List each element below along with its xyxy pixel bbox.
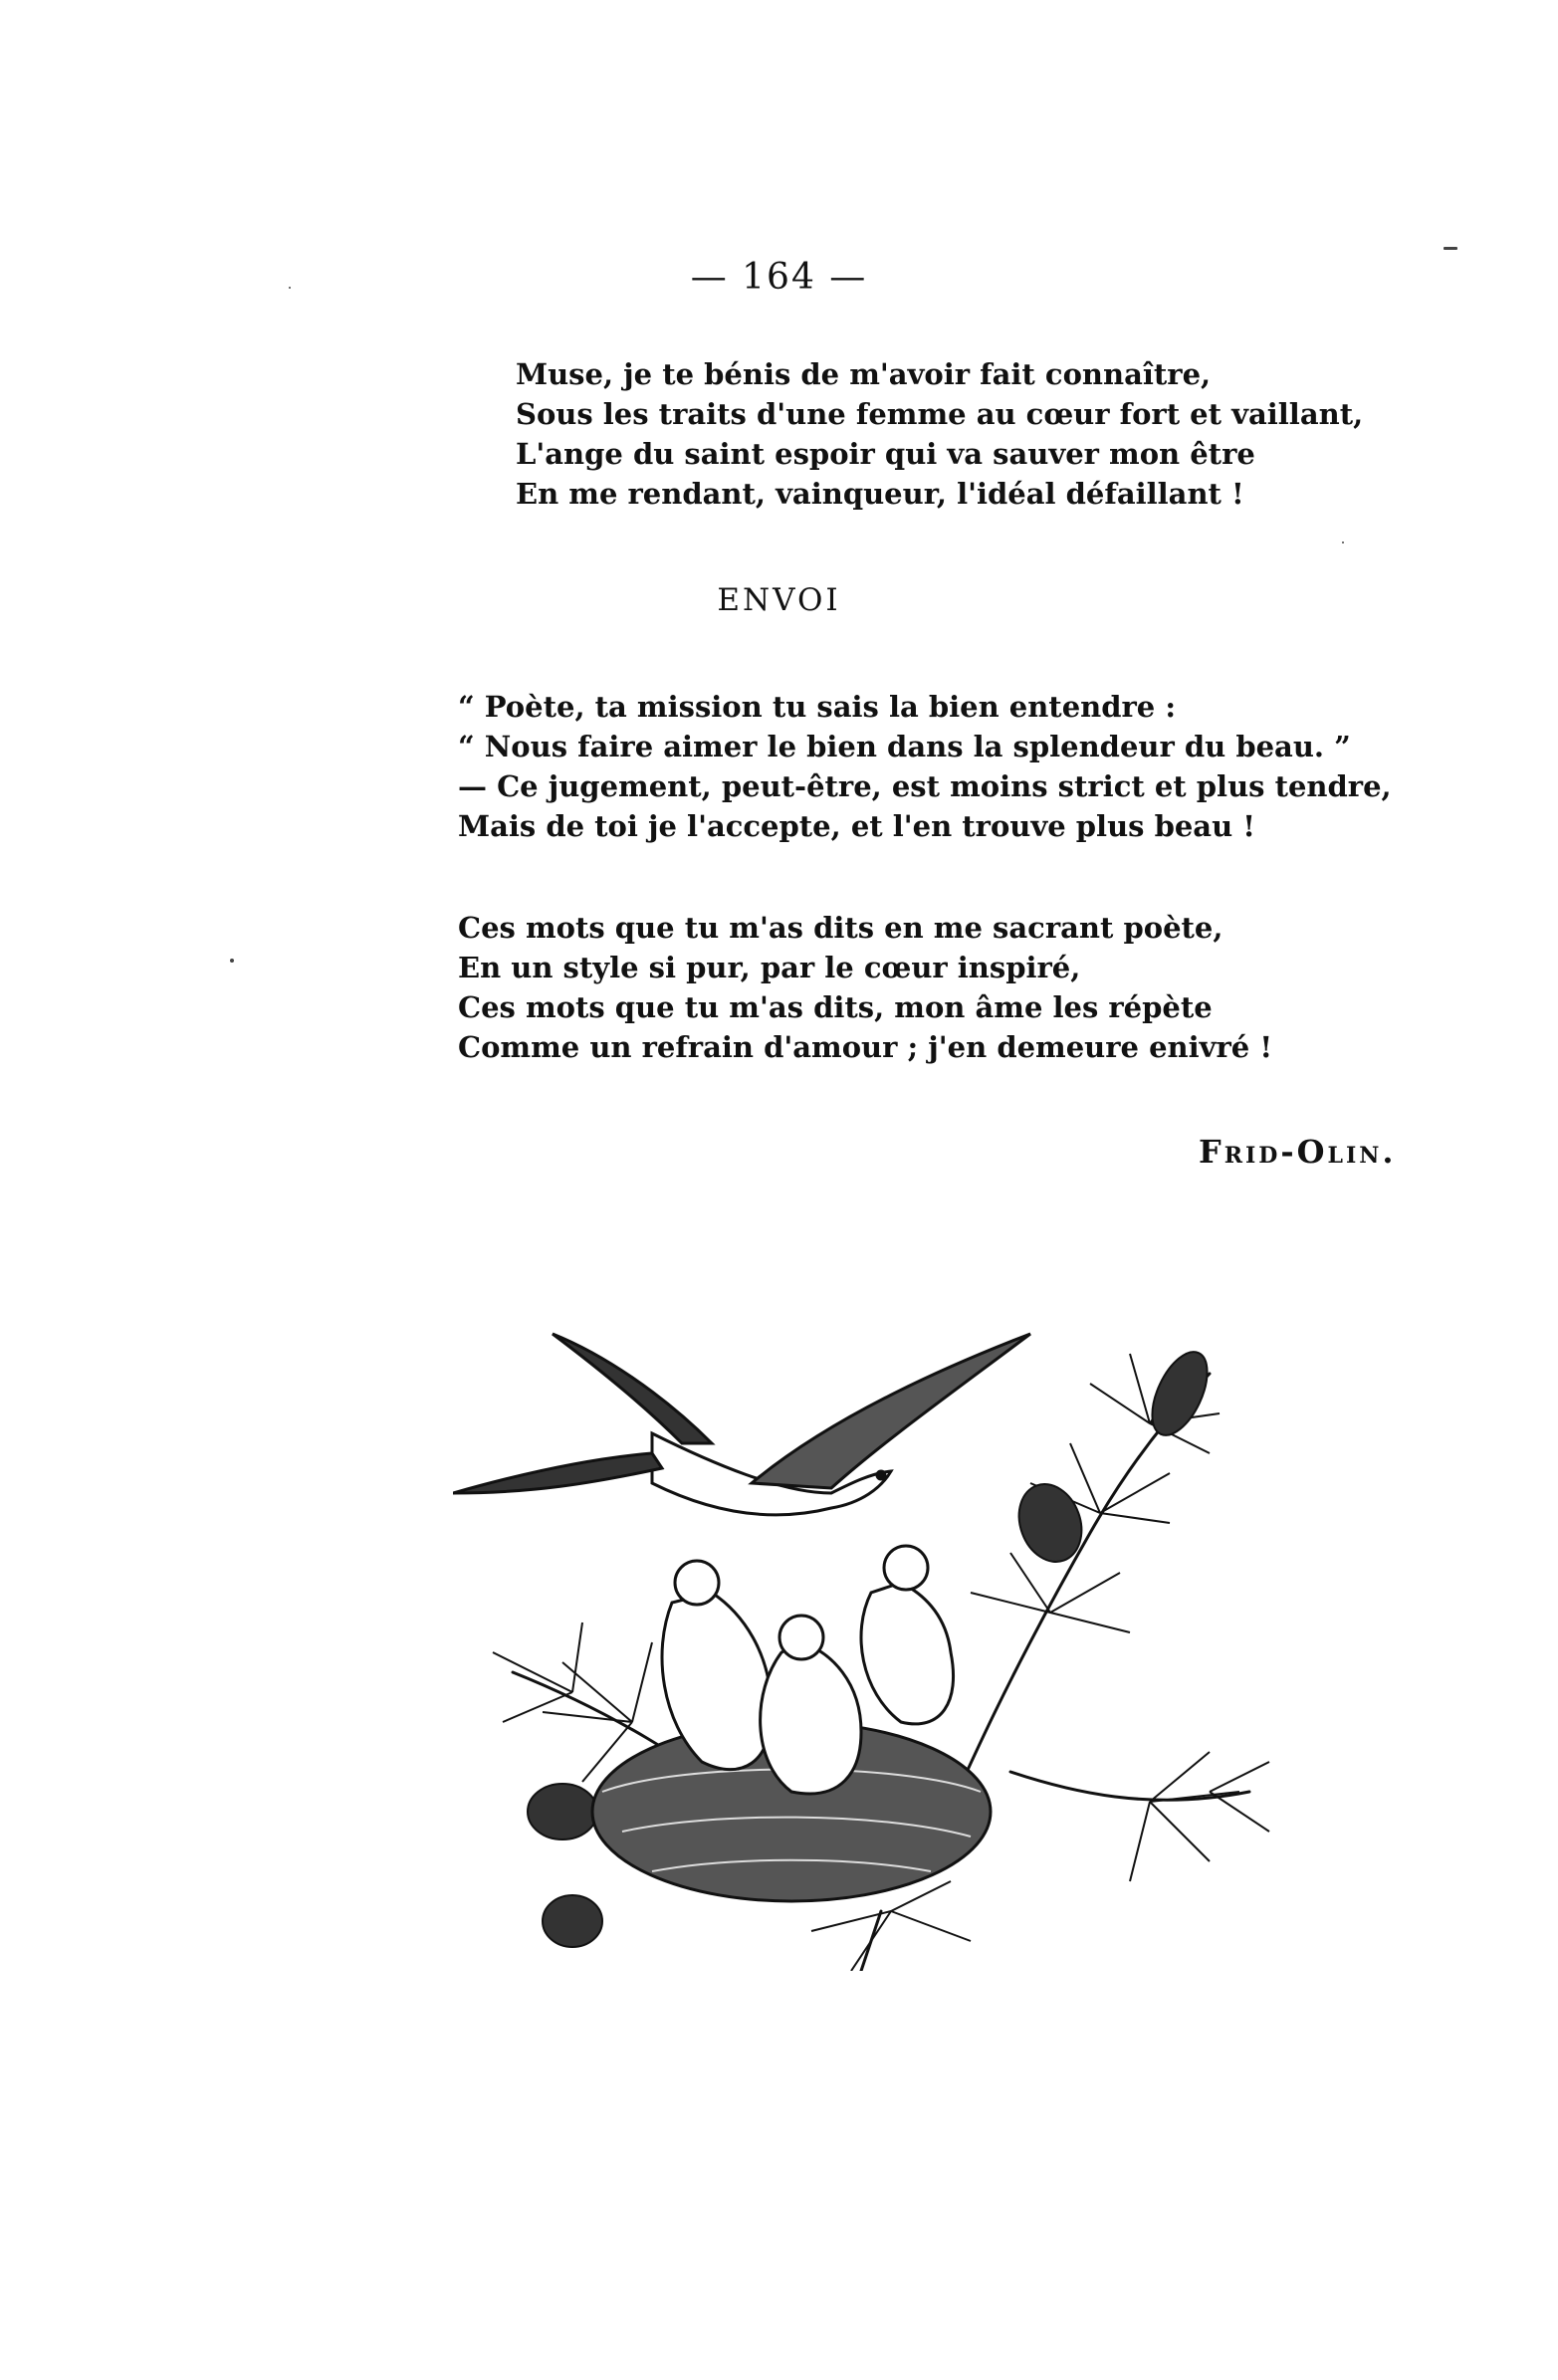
verse-line: “ Nous faire aimer le bien dans la splendeur du beau. ”: [458, 730, 1351, 763]
stanza-1: [516, 354, 1363, 514]
stanza-2: [458, 687, 1392, 846]
verse-line: Comme un refrain d'amour ; j'en demeure enivré !: [458, 1030, 1273, 1064]
stanza-3: [458, 908, 1272, 1067]
verse-line: En un style si pur, par le cœur inspiré,: [458, 951, 1081, 984]
verse-line: L'ange du saint espoir qui va sauver mon être: [516, 437, 1255, 471]
ink-speck: [1444, 247, 1457, 250]
ink-speck: [230, 959, 234, 963]
verse-line: “ Poète, ta mission tu sais la bien entendre :: [458, 690, 1177, 724]
author-signature: Frid-Olin.: [1199, 1133, 1397, 1171]
verse-line: — Ce jugement, peut-être, est moins strict et plus tendre,: [458, 769, 1392, 803]
verse-line: Muse, je te bénis de m'avoir fait connaître,: [516, 357, 1212, 391]
verse-line: Mais de toi je l'accepte, et l'en trouve plus beau !: [458, 809, 1256, 843]
ink-speck: [1342, 541, 1344, 543]
verse-line: Ces mots que tu m'as dits, mon âme les répète: [458, 990, 1213, 1024]
verse-line: En me rendant, vainqueur, l'idéal défaillant !: [516, 477, 1244, 511]
verse-line: Ces mots que tu m'as dits en me sacrant poète,: [458, 911, 1224, 945]
bird-nest-engraving: [453, 1294, 1309, 1971]
verse-line: Sous les traits d'une femme au cœur fort et vaillant,: [516, 397, 1364, 431]
swallow: [453, 1334, 1030, 1515]
pine-branch: [1010, 1772, 1249, 1800]
page-number: — 164 —: [690, 257, 868, 298]
section-title: ENVOI: [717, 582, 841, 618]
ink-speck: [289, 287, 291, 289]
